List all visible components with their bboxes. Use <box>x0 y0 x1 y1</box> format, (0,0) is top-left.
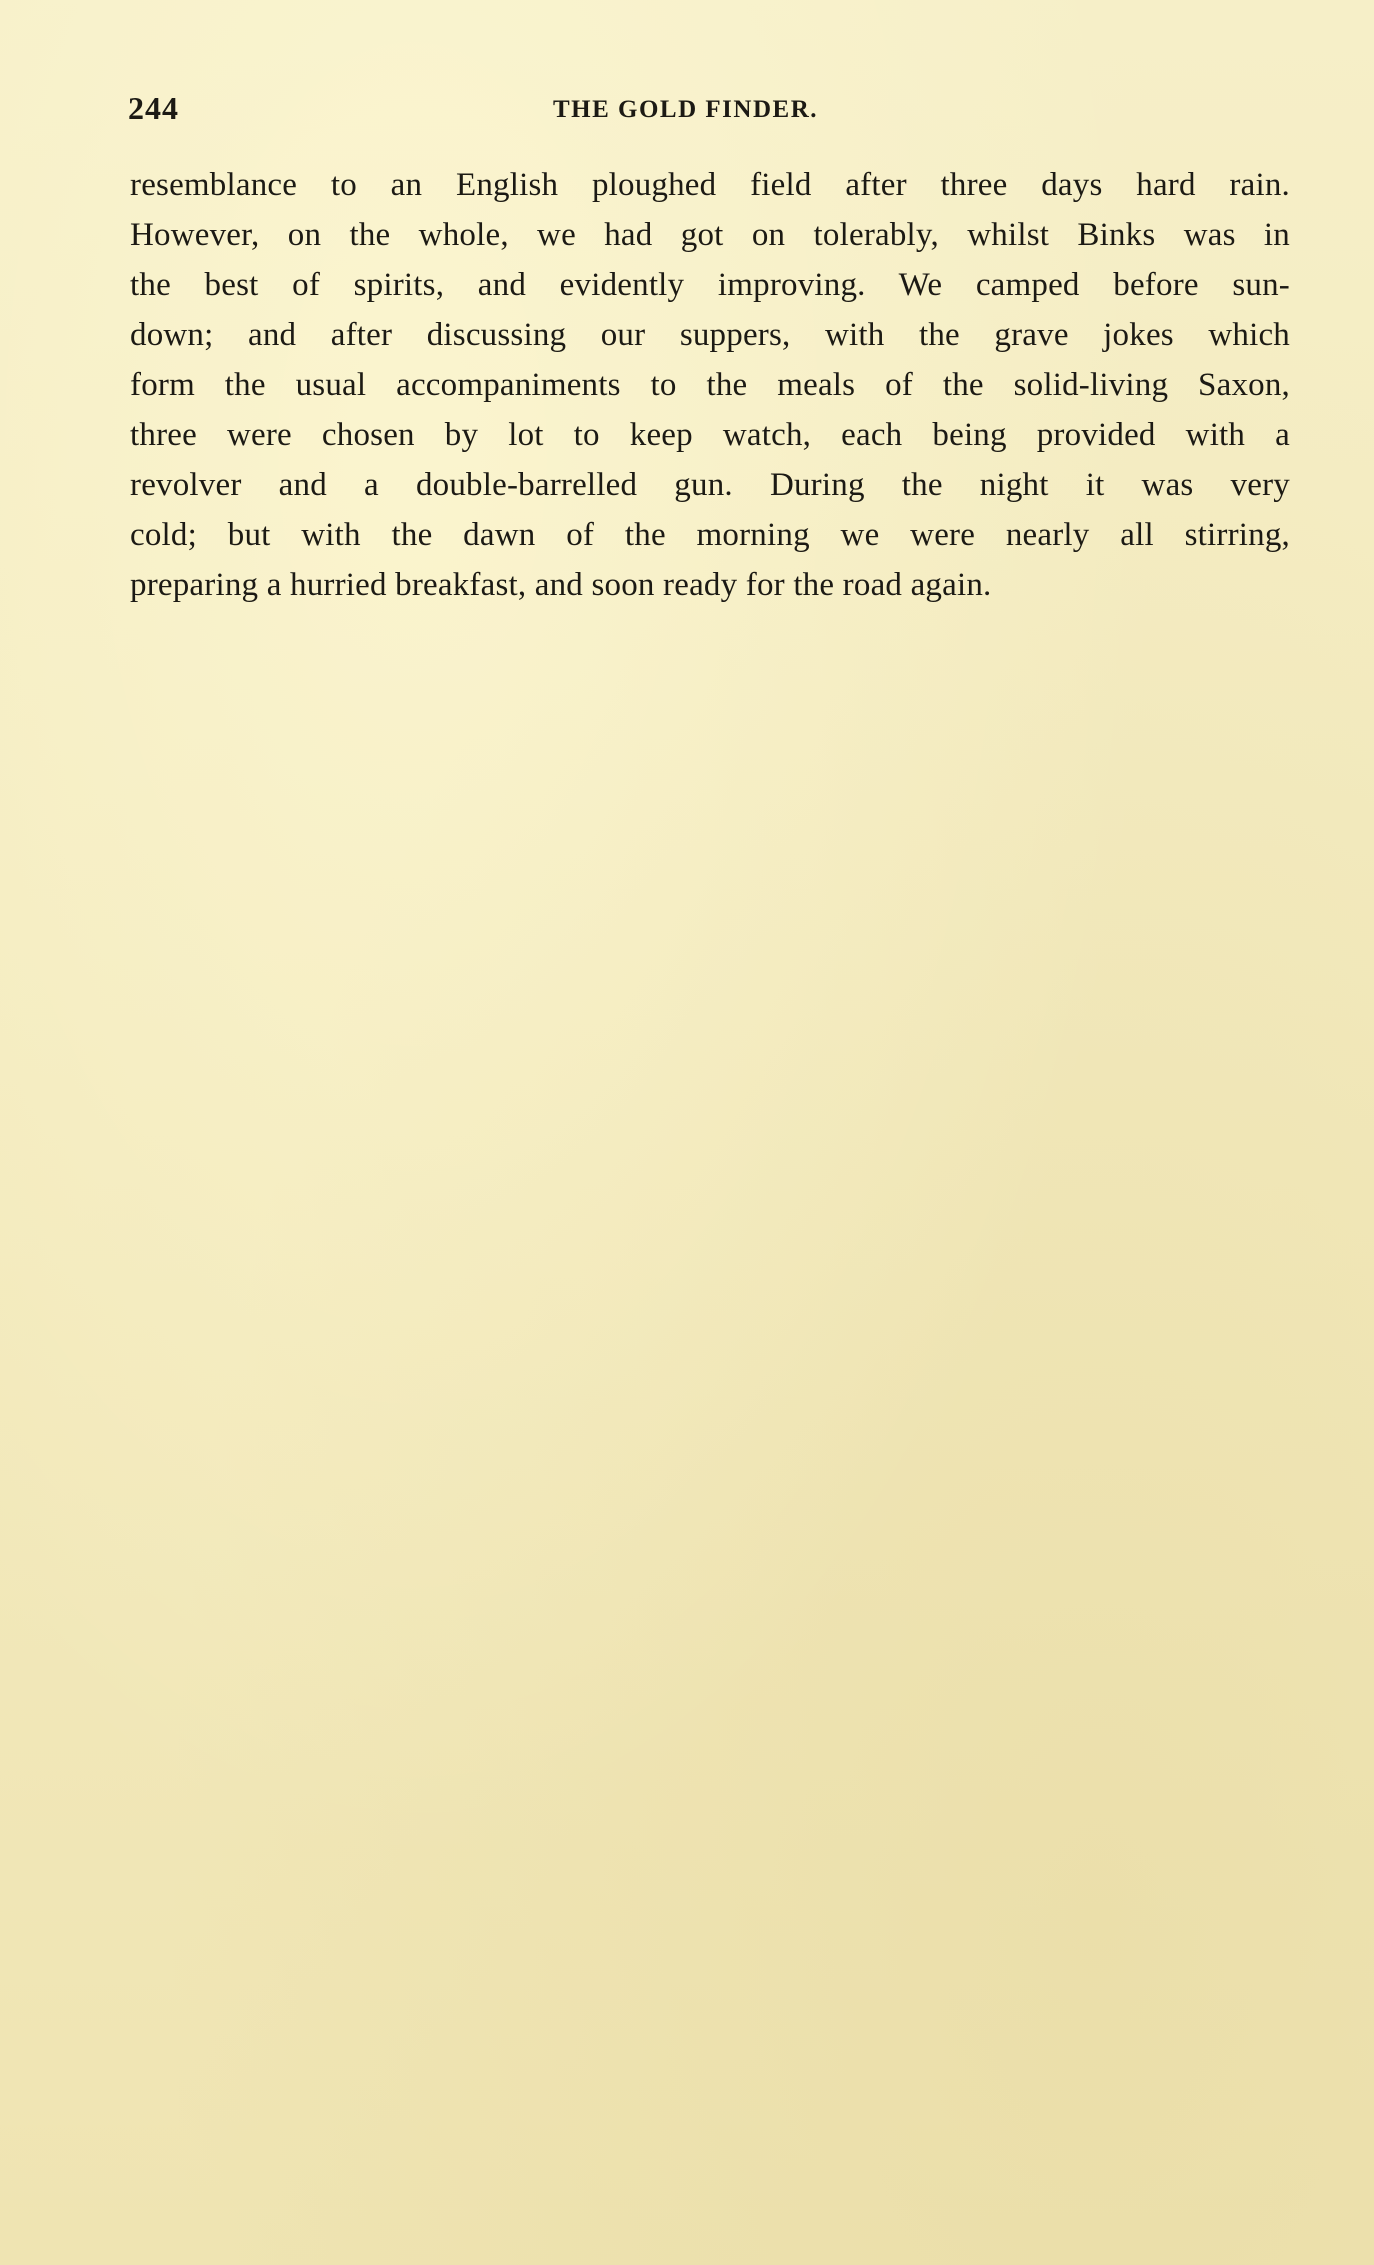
text-line: cold; but with the dawn of the morning we were nearly all stirring, <box>130 517 1290 553</box>
text-line: However, on the whole, we had got on tolerably, whilst Binks was in <box>130 217 1290 253</box>
text-line: three were chosen by lot to keep watch, each being provided with a <box>130 417 1290 453</box>
running-head <box>128 90 1288 134</box>
text-line: revolver and a double-barrelled gun. During the night it was very <box>130 467 1290 503</box>
text-line: resemblance to an English ploughed field after three days hard rain. <box>130 167 1290 203</box>
text-line: preparing a hurried breakfast, and soon ready for the road again. <box>130 567 992 603</box>
running-title: THE GOLD FINDER. <box>553 96 819 123</box>
text-line: form the usual accompaniments to the meals of the solid-living Saxon, <box>130 367 1290 403</box>
text-line: the best of spirits, and evidently improving. We camped before sun- <box>130 267 1290 303</box>
page-number: 244 <box>128 90 179 126</box>
text-line: down; and after discussing our suppers, with the grave jokes which <box>130 317 1290 353</box>
body-text <box>130 160 1290 610</box>
